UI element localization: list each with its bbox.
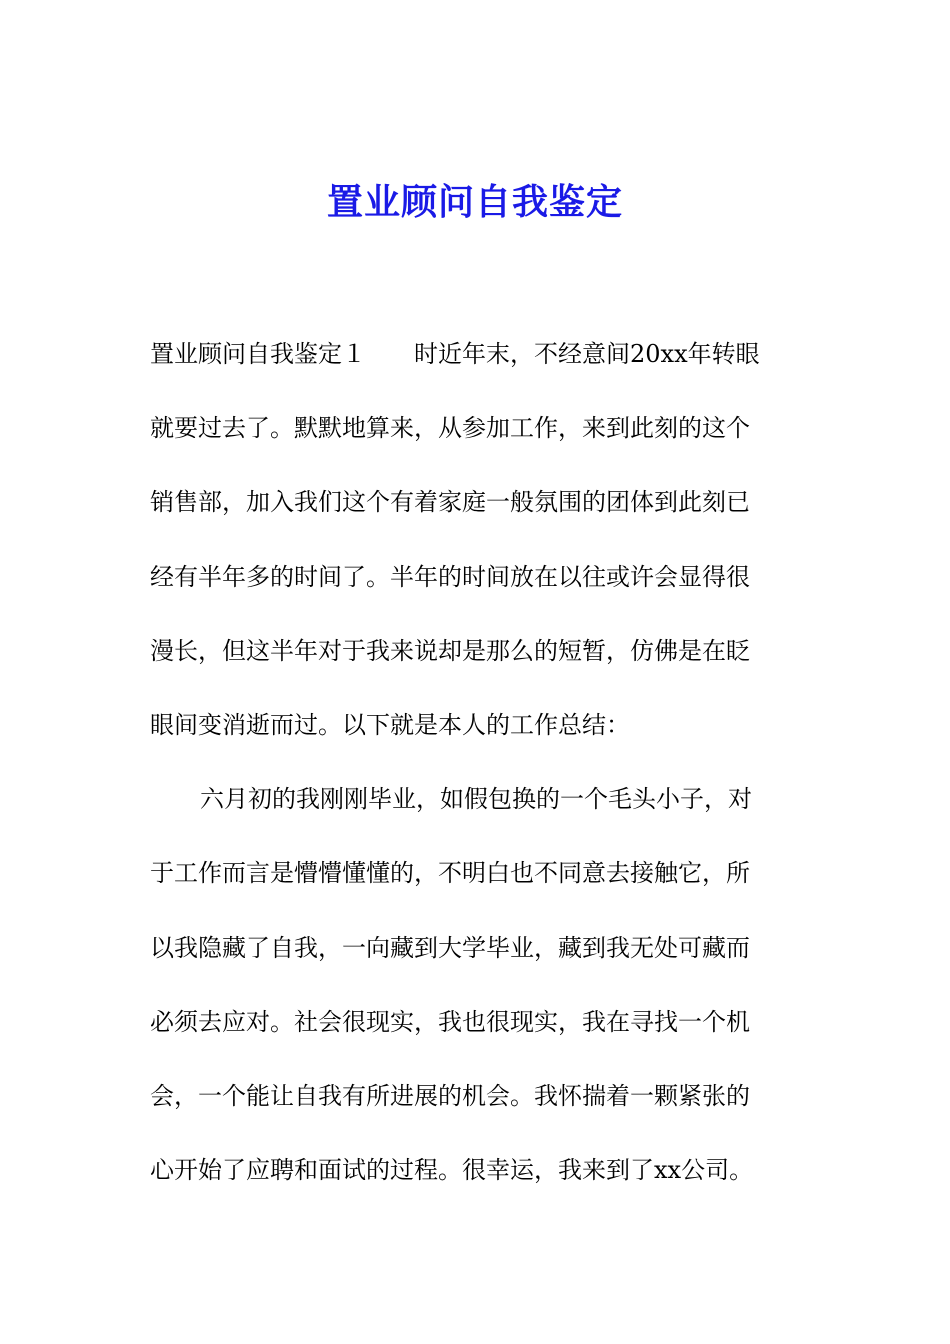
body-line-5: 漫长，但这半年对于我来说却是那么的短暂，仿佛是在眨 [150, 636, 750, 665]
body-line-10: 必须去应对。社会很现实，我也很现实，我在寻找一个机 [150, 1007, 750, 1036]
body-line-4: 经有半年多的时间了。半年的时间放在以往或许会显得很 [150, 562, 750, 591]
body-line-8: 于工作而言是懵懵懂懂的，不明白也不同意去接触它，所 [150, 859, 750, 888]
body-line-7: 六月初的我刚刚毕业，如假包换的一个毛头小子，对 [200, 785, 752, 814]
body-line-9: 以我隐藏了自我，一向藏到大学毕业，藏到我无处可藏而 [150, 933, 750, 962]
body-line-3: 销售部，加入我们这个有着家庭一般氛围的团体到此刻已 [150, 488, 750, 517]
document-body [150, 334, 800, 1224]
body-line-1: 置业顾问自我鉴定１ 时近年末，不经意间20xx年转眼 [150, 340, 760, 368]
body-line-2: 就要过去了。默默地算来，从参加工作，来到此刻的这个 [150, 414, 750, 443]
body-line-6: 眼间变消逝而过。以下就是本人的工作总结： [150, 710, 630, 739]
body-line-11: 会，一个能让自我有所进展的机会。我怀揣着一颗紧张的 [150, 1081, 750, 1110]
document-title: 置业顾问自我鉴定 [326, 181, 623, 223]
body-line-12: 心开始了应聘和面试的过程。很幸运，我来到了xx公司。 [150, 1156, 754, 1185]
